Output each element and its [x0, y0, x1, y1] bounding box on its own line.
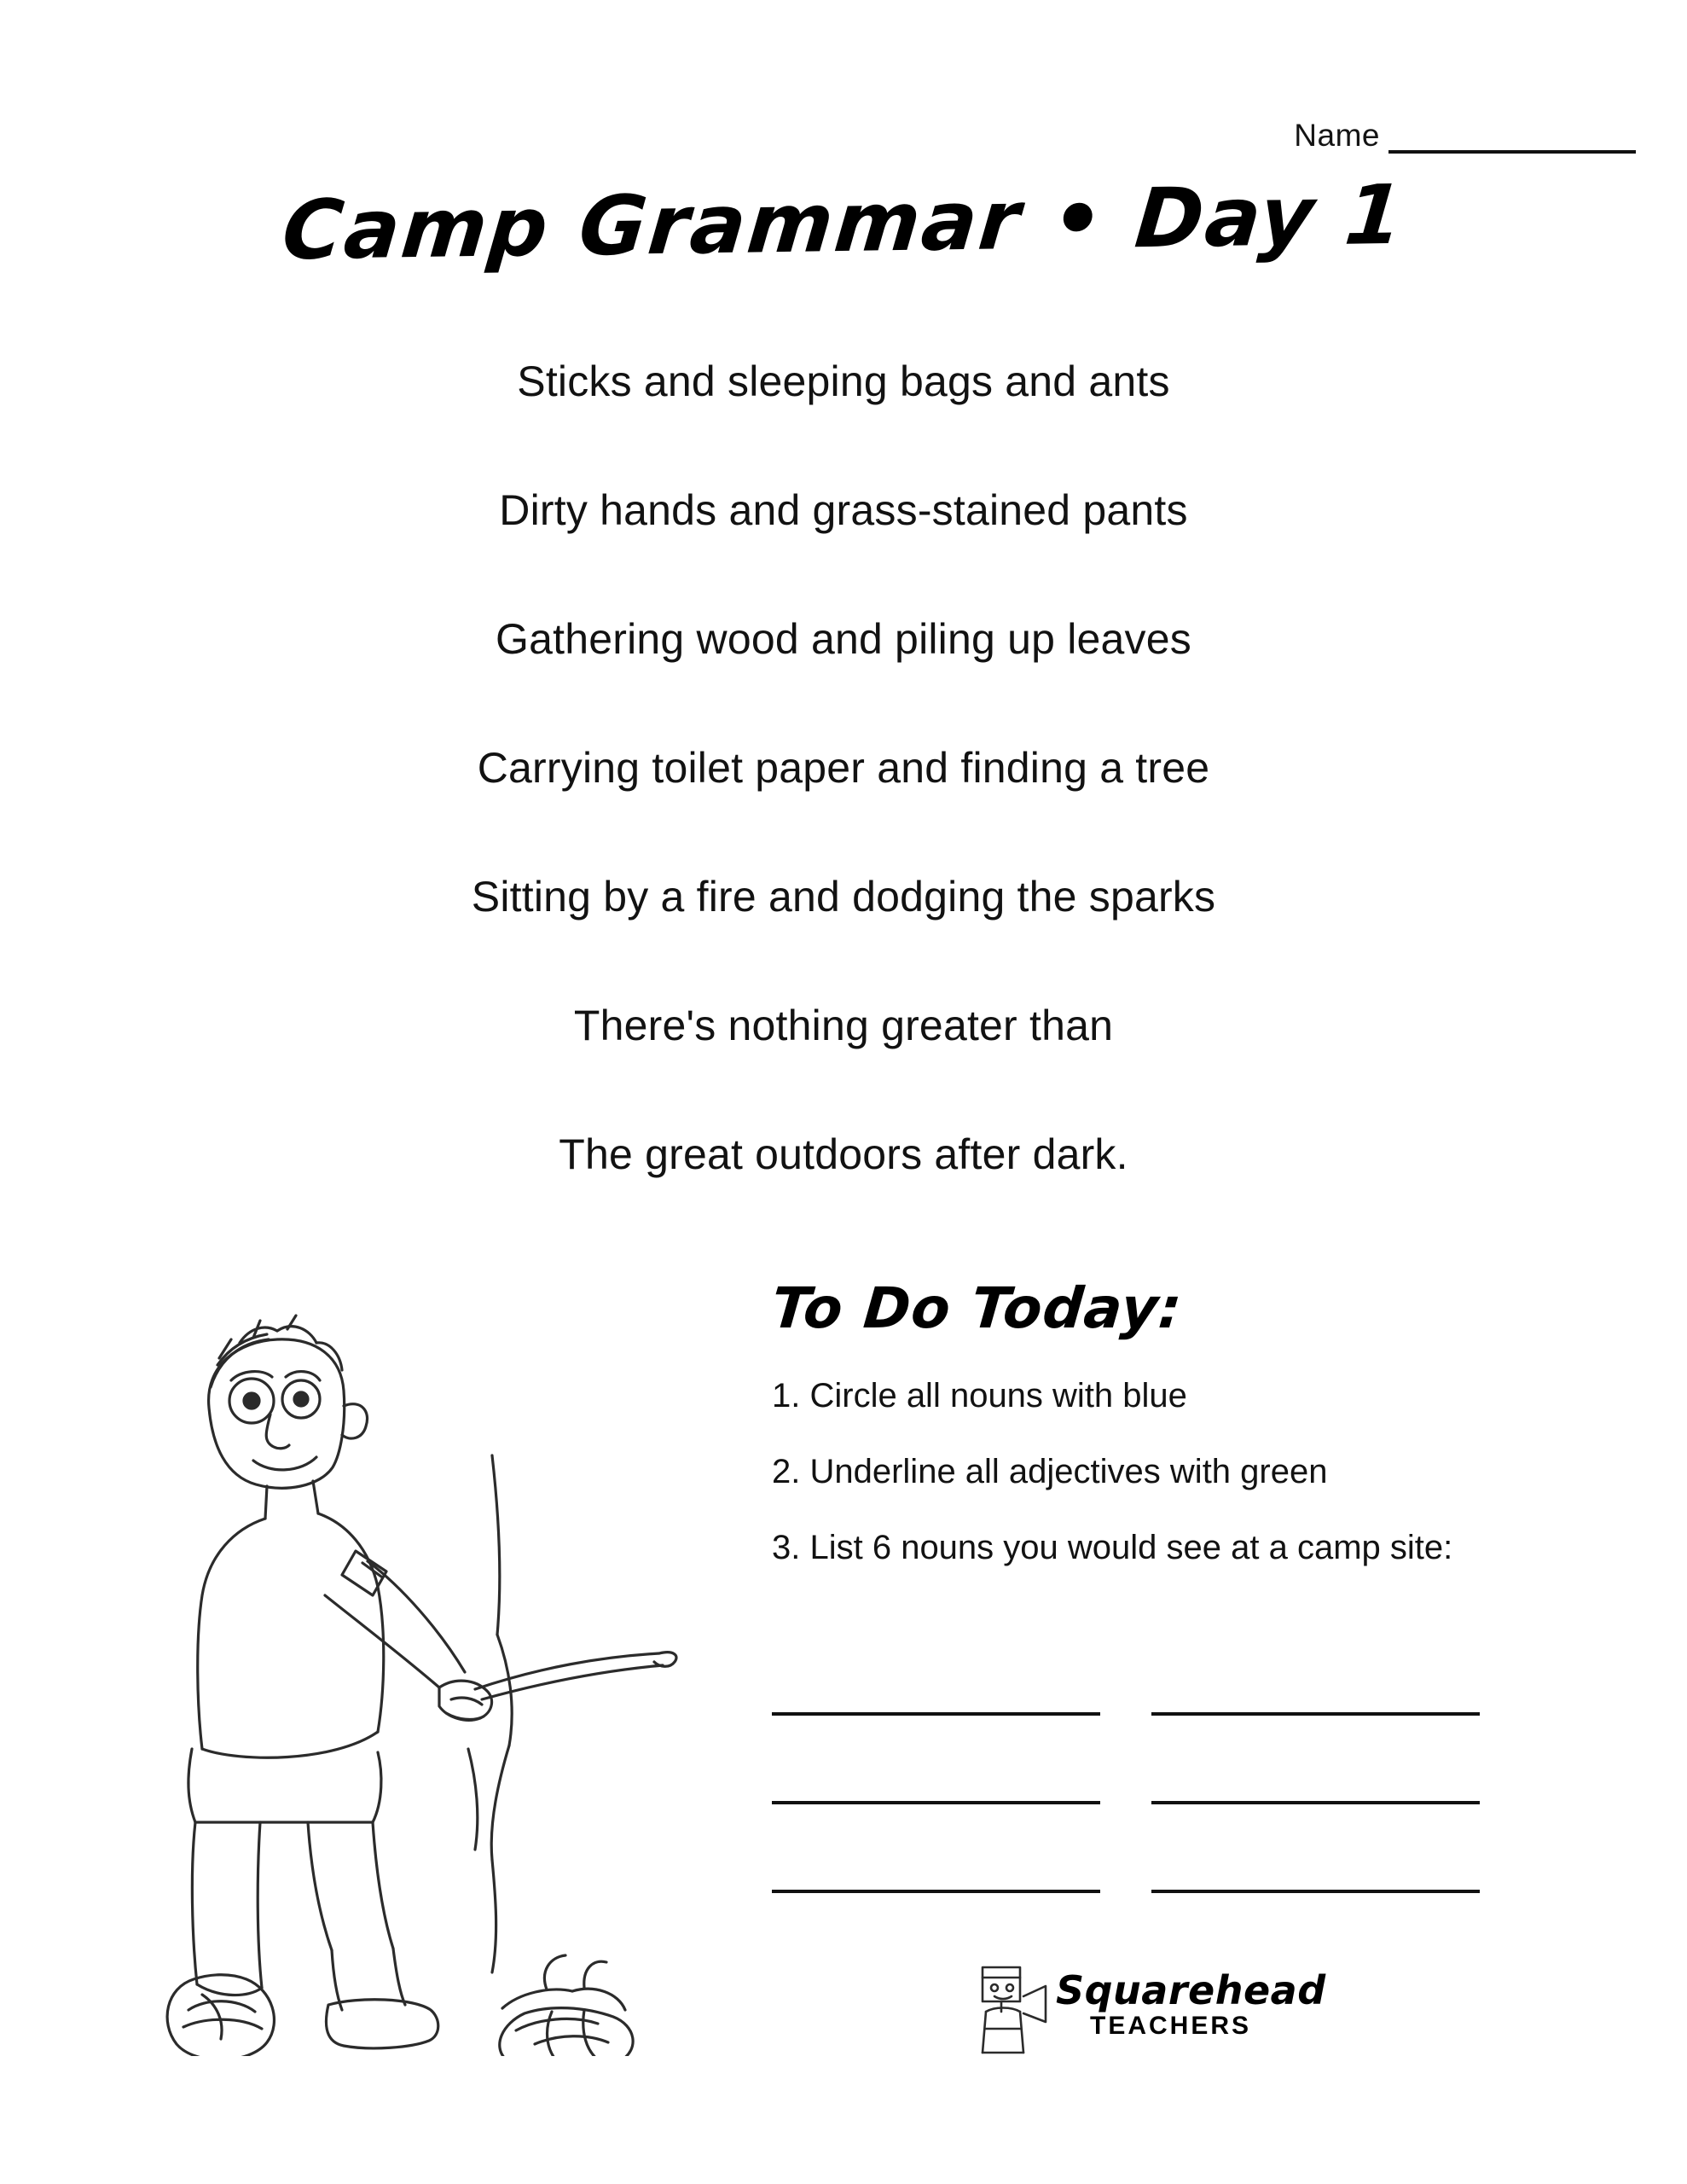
name-field-row [1294, 118, 1636, 154]
poem-line: Sticks and sleeping bags and ants [517, 357, 1170, 405]
todo-item: 2. Underline all adjectives with green [772, 1452, 1328, 1490]
answer-blank[interactable] [1151, 1676, 1480, 1716]
answer-blank[interactable] [772, 1854, 1100, 1893]
page-title: Camp Grammar • Day 1 [278, 166, 1409, 279]
footer-logo [964, 1962, 1326, 2065]
poem-line: Carrying toilet paper and finding a tree [477, 744, 1210, 792]
camper-roasting-marshmallow-drawing [158, 1305, 789, 2056]
squarehead-teacher-logo-icon [964, 1962, 1053, 2060]
poem-line: The great outdoors after dark. [559, 1130, 1128, 1178]
todo-heading: To Do Today: [768, 1275, 1186, 1341]
name-input-blank[interactable] [1388, 121, 1636, 154]
answer-blank[interactable] [772, 1676, 1100, 1716]
todo-item: 1. Circle all nouns with blue [772, 1377, 1187, 1414]
answer-blank[interactable] [1151, 1854, 1480, 1893]
name-label: Name [1294, 118, 1380, 153]
answer-blanks-grid [772, 1676, 1522, 1893]
poem-line: There's nothing greater than [573, 1002, 1114, 1049]
poem-block [0, 358, 1687, 1260]
poem-line: Gathering wood and piling up leaves [496, 615, 1191, 663]
todo-section [768, 1275, 1514, 1600]
todo-item: 3. List 6 nouns you would see at a camp site: [772, 1528, 1453, 1566]
answer-blank[interactable] [1151, 1765, 1480, 1804]
answer-blank[interactable] [772, 1765, 1100, 1804]
poem-line: Sitting by a fire and dodging the sparks [471, 873, 1216, 921]
brand-name: Squarehead [1056, 1967, 1326, 2013]
brand-subtitle: TEACHERS [1090, 2012, 1252, 2040]
poem-line: Dirty hands and grass-stained pants [499, 486, 1188, 534]
